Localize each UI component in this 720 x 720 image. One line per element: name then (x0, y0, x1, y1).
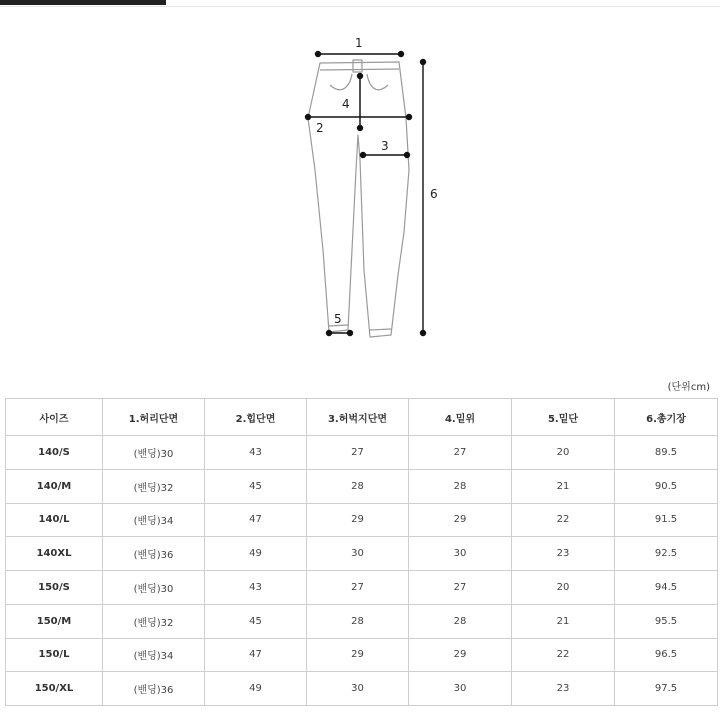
cell-total-length: 91.5 (615, 503, 718, 537)
cell-waist: (밴딩)32 (103, 469, 205, 503)
cell-total-length: 92.5 (615, 537, 718, 571)
cell-size: 140/L (6, 503, 103, 537)
cell-total-length: 96.5 (615, 638, 718, 672)
pants-outline-icon (308, 60, 409, 337)
cell-hem: 20 (512, 571, 615, 605)
cell-hip: 49 (205, 537, 307, 571)
cell-rise: 29 (409, 503, 512, 537)
cell-hem: 23 (512, 537, 615, 571)
cell-rise: 27 (409, 571, 512, 605)
table-row (6, 436, 718, 470)
label-total-length: 6 (430, 187, 438, 201)
header-hip: 2.힙단면 (205, 399, 307, 436)
label-hem: 5 (334, 312, 342, 326)
cell-total-length: 90.5 (615, 469, 718, 503)
cell-thigh: 30 (307, 672, 409, 706)
size-table (5, 398, 718, 706)
cell-hip: 45 (205, 469, 307, 503)
cell-total-length: 97.5 (615, 672, 718, 706)
cell-rise: 30 (409, 672, 512, 706)
cell-hem: 20 (512, 436, 615, 470)
cell-waist: (밴딩)32 (103, 604, 205, 638)
cell-thigh: 28 (307, 469, 409, 503)
cell-thigh: 29 (307, 638, 409, 672)
cell-hem: 22 (512, 503, 615, 537)
label-thigh: 3 (381, 139, 389, 153)
cell-hip: 43 (205, 571, 307, 605)
table-row (6, 604, 718, 638)
header-hem: 5.밑단 (512, 399, 615, 436)
table-row (6, 638, 718, 672)
cell-size: 150/S (6, 571, 103, 605)
header-waist: 1.허리단면 (103, 399, 205, 436)
table-row (6, 469, 718, 503)
cell-hem: 21 (512, 469, 615, 503)
cell-waist: (밴딩)30 (103, 571, 205, 605)
cell-rise: 29 (409, 638, 512, 672)
cell-thigh: 27 (307, 571, 409, 605)
table-row (6, 672, 718, 706)
table-row (6, 503, 718, 537)
cell-hip: 45 (205, 604, 307, 638)
header-size: 사이즈 (6, 399, 103, 436)
cell-size: 150/XL (6, 672, 103, 706)
cell-waist: (밴딩)36 (103, 672, 205, 706)
cell-hem: 22 (512, 638, 615, 672)
cell-size: 140XL (6, 537, 103, 571)
cell-size: 140/S (6, 436, 103, 470)
table-header-row (6, 399, 718, 436)
header-thigh: 3.허벅지단면 (307, 399, 409, 436)
cell-total-length: 94.5 (615, 571, 718, 605)
cell-thigh: 29 (307, 503, 409, 537)
cell-rise: 28 (409, 604, 512, 638)
cell-hip: 49 (205, 672, 307, 706)
header-total-length: 6.총기장 (615, 399, 718, 436)
table-row (6, 571, 718, 605)
cell-waist: (밴딩)34 (103, 638, 205, 672)
cell-hip: 47 (205, 638, 307, 672)
table-row (6, 537, 718, 571)
cell-rise: 28 (409, 469, 512, 503)
cell-rise: 30 (409, 537, 512, 571)
cell-hem: 23 (512, 672, 615, 706)
cell-size: 140/M (6, 469, 103, 503)
label-rise: 4 (342, 97, 350, 111)
cell-waist: (밴딩)34 (103, 503, 205, 537)
cell-waist: (밴딩)30 (103, 436, 205, 470)
cell-hip: 43 (205, 436, 307, 470)
cell-thigh: 27 (307, 436, 409, 470)
cell-thigh: 30 (307, 537, 409, 571)
cell-total-length: 95.5 (615, 604, 718, 638)
cell-hip: 47 (205, 503, 307, 537)
cell-thigh: 28 (307, 604, 409, 638)
cell-rise: 27 (409, 436, 512, 470)
header-rise: 4.밑위 (409, 399, 512, 436)
label-hip: 2 (316, 121, 324, 135)
cell-size: 150/M (6, 604, 103, 638)
cell-total-length: 89.5 (615, 436, 718, 470)
unit-label: (단위cm) (667, 382, 710, 393)
cell-hem: 21 (512, 604, 615, 638)
label-waist: 1 (355, 36, 363, 50)
cell-size: 150/L (6, 638, 103, 672)
cell-waist: (밴딩)36 (103, 537, 205, 571)
